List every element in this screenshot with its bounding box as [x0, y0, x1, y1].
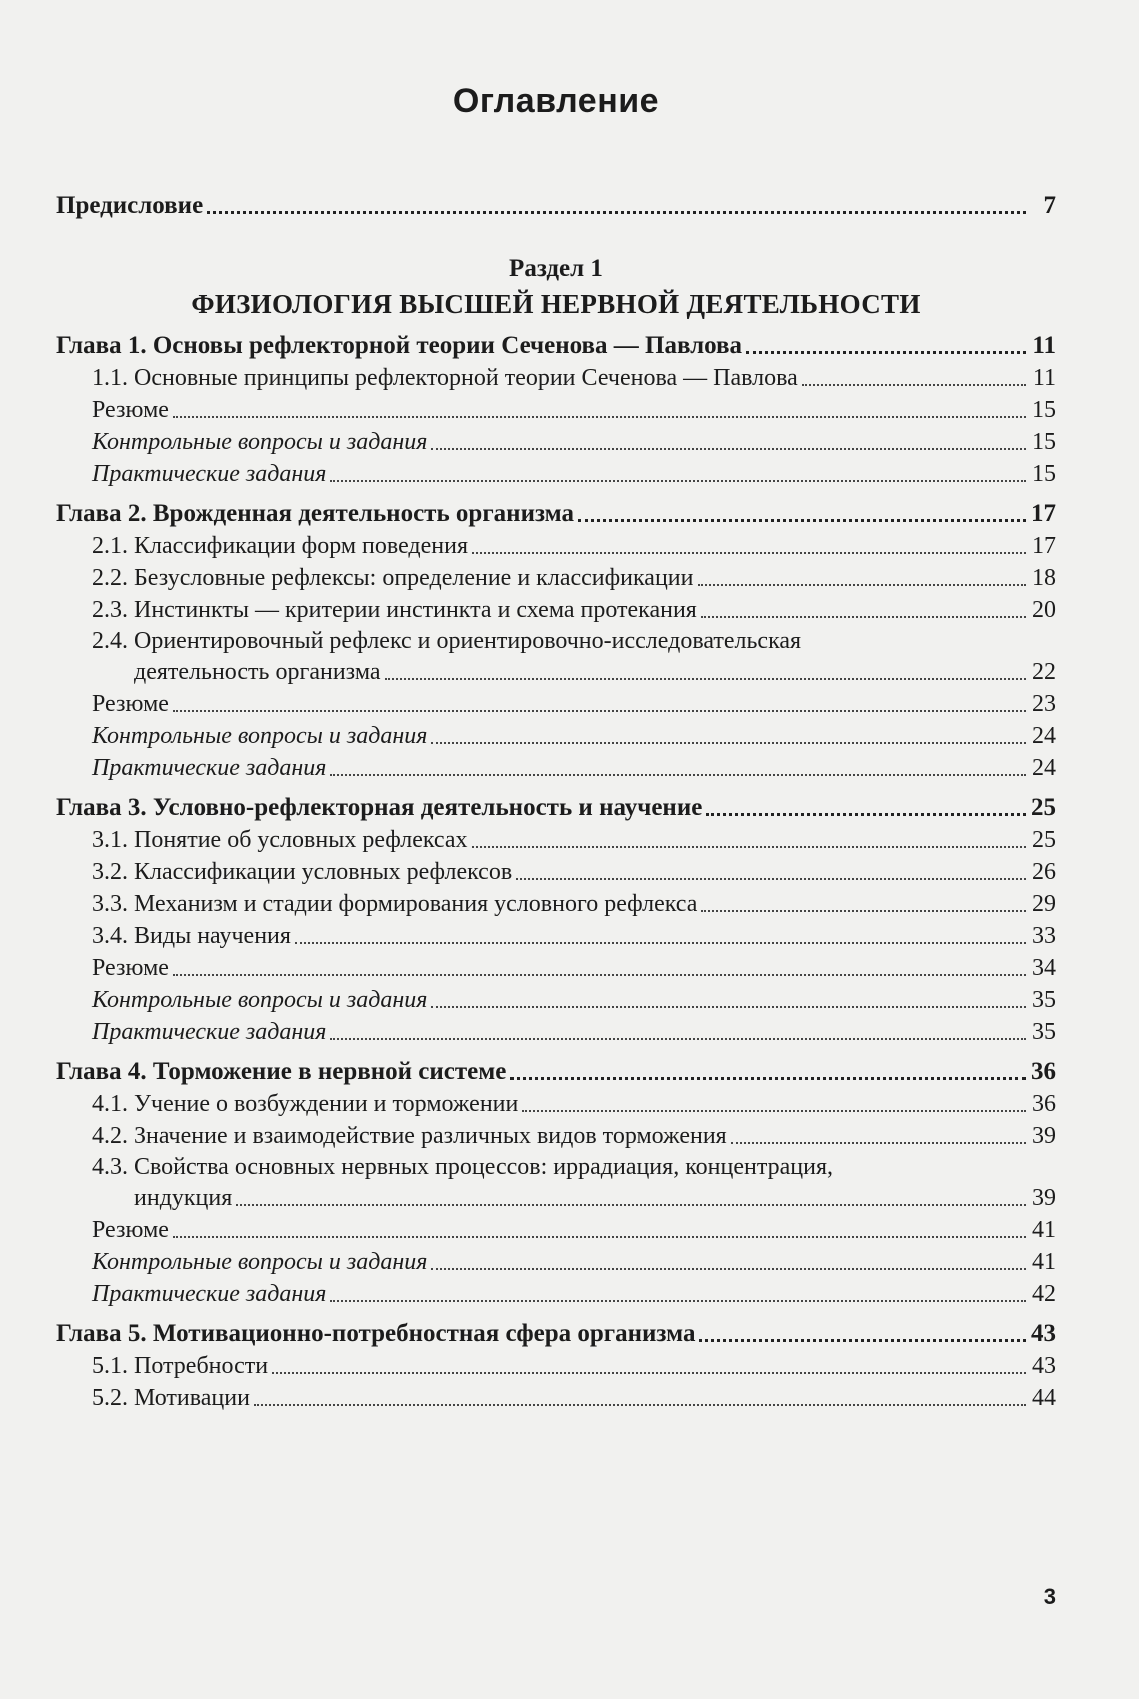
chapter-title: Глава 2. Врожденная деятельность организма	[56, 500, 575, 527]
toc-entry[interactable]	[56, 530, 1056, 562]
toc-entry-summary[interactable]	[56, 394, 1056, 426]
entry-title: 3.3. Механизм и стадии формирования условного рефлекса	[92, 891, 698, 917]
entry-page: 15	[1032, 461, 1056, 487]
entry-title: Практические задания	[92, 1281, 327, 1307]
entry-title: Контрольные вопросы и задания	[92, 723, 428, 749]
dot-leader	[207, 211, 1026, 214]
chapter-title: Глава 4. Торможение в нервной системе	[56, 1058, 507, 1085]
entry-page: 43	[1032, 1353, 1056, 1379]
chapter-title: Глава 1. Основы рефлекторной теории Сеченова — Павлова	[56, 332, 743, 359]
entry-page: 25	[1032, 827, 1056, 853]
toc-entry-summary[interactable]	[56, 952, 1056, 984]
dot-leader	[272, 1372, 1026, 1374]
dot-leader	[472, 552, 1026, 554]
chapter-page: 25	[1031, 794, 1056, 821]
section-number: Раздел 1	[509, 255, 603, 282]
dot-leader	[731, 1142, 1026, 1144]
entry-title: 4.2. Значение и взаимодействие различных видов торможения	[92, 1123, 727, 1149]
toc-entry[interactable]	[56, 920, 1056, 952]
entry-title: Предисловие	[56, 192, 204, 219]
chapter-page: 43	[1031, 1320, 1056, 1347]
entry-title: 2.3. Инстинкты — критерии инстинкта и схема протекания	[92, 597, 697, 623]
toc-page	[56, 0, 1056, 1699]
dot-leader	[173, 1236, 1026, 1238]
entry-title: Контрольные вопросы и задания	[92, 1249, 428, 1275]
dot-leader	[173, 416, 1026, 418]
toc-entry[interactable]	[56, 824, 1056, 856]
dot-leader	[173, 974, 1026, 976]
dot-leader	[516, 878, 1026, 880]
dot-leader	[330, 774, 1026, 776]
entry-title: Практические задания	[92, 755, 327, 781]
entry-title: Резюме	[92, 1217, 169, 1243]
entry-page: 20	[1032, 597, 1056, 623]
dot-leader	[510, 1077, 1026, 1080]
section-name: ФИЗИОЛОГИЯ ВЫСШЕЙ НЕРВНОЙ ДЕЯТЕЛЬНОСТИ	[191, 289, 921, 319]
entry-page: 15	[1032, 429, 1056, 455]
entry-page: 11	[1032, 365, 1056, 391]
dot-leader	[472, 846, 1026, 848]
entry-title: 2.1. Классификации форм поведения	[92, 533, 468, 559]
toc-entry[interactable]	[56, 1120, 1056, 1152]
dot-leader	[431, 1006, 1026, 1008]
entry-page: 22	[1032, 659, 1056, 685]
toc-entry-continuation[interactable]	[56, 656, 1056, 688]
entry-page: 29	[1032, 891, 1056, 917]
toc-entry-line[interactable]: 2.4. Ориентировочный рефлекс и ориентировочно-исследовательская	[92, 628, 802, 654]
dot-leader	[706, 813, 1026, 816]
toc-entry-review-questions[interactable]	[56, 720, 1056, 752]
toc-entry-continuation[interactable]	[56, 1182, 1056, 1214]
section-heading	[56, 252, 1056, 322]
dot-leader	[330, 480, 1026, 482]
toc-entry[interactable]	[56, 594, 1056, 626]
entry-page: 24	[1032, 723, 1056, 749]
dot-leader	[699, 1339, 1026, 1342]
dot-leader	[254, 1404, 1026, 1406]
entry-page: 39	[1032, 1185, 1056, 1211]
dot-leader	[431, 1268, 1026, 1270]
toc-entry-summary[interactable]	[56, 1214, 1056, 1246]
toc-entry-preface[interactable]	[56, 190, 1056, 222]
entry-title: Резюме	[92, 691, 169, 717]
toc-entry-line[interactable]: 4.3. Свойства основных нервных процессов: иррадиация, концентрация,	[92, 1154, 833, 1180]
dot-leader	[746, 351, 1026, 354]
chapter-page: 11	[1032, 332, 1056, 359]
entry-page: 39	[1032, 1123, 1056, 1149]
toc-entry-practical-tasks[interactable]	[56, 458, 1056, 490]
entry-page: 41	[1032, 1249, 1056, 1275]
dot-leader	[431, 742, 1026, 744]
toc-entry[interactable]	[56, 1088, 1056, 1120]
chapter-page: 36	[1031, 1058, 1056, 1085]
dot-leader	[330, 1038, 1026, 1040]
toc-entries	[56, 190, 1056, 1414]
entry-page: 18	[1032, 565, 1056, 591]
dot-leader	[698, 584, 1027, 586]
toc-entry-review-questions[interactable]	[56, 426, 1056, 458]
chapter-title: Глава 3. Условно-рефлекторная деятельность и научение	[56, 794, 703, 821]
entry-title: 5.1. Потребности	[92, 1353, 269, 1379]
entry-page: 17	[1032, 533, 1056, 559]
entry-page: 7	[1043, 192, 1056, 219]
dot-leader	[173, 710, 1026, 712]
toc-entry[interactable]	[56, 856, 1056, 888]
entry-page: 41	[1032, 1217, 1056, 1243]
toc-title: Оглавление	[452, 82, 660, 120]
toc-chapter[interactable]	[56, 1056, 1056, 1088]
toc-entry-practical-tasks[interactable]	[56, 1278, 1056, 1310]
entry-title: 3.1. Понятие об условных рефлексах	[92, 827, 468, 853]
dot-leader	[295, 942, 1026, 944]
chapter-page: 17	[1031, 500, 1056, 527]
entry-page: 42	[1032, 1281, 1056, 1307]
toc-entry-review-questions[interactable]	[56, 1246, 1056, 1278]
toc-chapter[interactable]	[56, 792, 1056, 824]
entry-title: Резюме	[92, 397, 169, 423]
entry-title: Контрольные вопросы и задания	[92, 429, 428, 455]
dot-leader	[236, 1204, 1026, 1206]
entry-title: индукция	[134, 1185, 233, 1211]
toc-chapter[interactable]	[56, 1318, 1056, 1350]
entry-page: 44	[1032, 1385, 1056, 1411]
toc-entry-summary[interactable]	[56, 688, 1056, 720]
dot-leader	[330, 1300, 1026, 1302]
entry-title: 4.1. Учение о возбуждении и торможении	[92, 1091, 519, 1117]
entry-page: 33	[1032, 923, 1056, 949]
entry-page: 35	[1032, 987, 1056, 1013]
entry-title: 3.4. Виды научения	[92, 923, 291, 949]
dot-leader	[385, 678, 1027, 680]
toc-entry-practical-tasks[interactable]	[56, 1016, 1056, 1048]
entry-title: 3.2. Классификации условных рефлексов	[92, 859, 513, 885]
entry-page: 34	[1032, 955, 1056, 981]
chapter-title: Глава 5. Мотивационно-потребностная сфера организма	[56, 1320, 696, 1347]
entry-title: 2.2. Безусловные рефлексы: определение и классификации	[92, 565, 694, 591]
dot-leader	[701, 616, 1026, 618]
toc-chapter[interactable]	[56, 330, 1056, 362]
entry-page: 23	[1032, 691, 1056, 717]
dot-leader	[431, 448, 1026, 450]
entry-title: Практические задания	[92, 1019, 327, 1045]
toc-entry-review-questions[interactable]	[56, 984, 1056, 1016]
entry-title: Резюме	[92, 955, 169, 981]
toc-chapter[interactable]	[56, 498, 1056, 530]
entry-page: 26	[1032, 859, 1056, 885]
dot-leader	[578, 519, 1026, 522]
entry-title: Практические задания	[92, 461, 327, 487]
entry-title: деятельность организма	[134, 659, 381, 685]
entry-title: 1.1. Основные принципы рефлекторной теории Сеченова — Павлова	[92, 365, 798, 391]
entry-title: Контрольные вопросы и задания	[92, 987, 428, 1013]
toc-entry-practical-tasks[interactable]	[56, 752, 1056, 784]
dot-leader	[802, 384, 1026, 386]
dot-leader	[522, 1110, 1026, 1112]
toc-entry[interactable]	[56, 1350, 1056, 1382]
entry-title: 5.2. Мотивации	[92, 1385, 250, 1411]
entry-page: 24	[1032, 755, 1056, 781]
entry-page: 15	[1032, 397, 1056, 423]
toc-entry[interactable]	[56, 1382, 1056, 1414]
page-number: 3	[1043, 1584, 1056, 1609]
toc-entry[interactable]	[56, 362, 1056, 394]
toc-entry[interactable]	[56, 888, 1056, 920]
dot-leader	[701, 910, 1026, 912]
entry-page: 35	[1032, 1019, 1056, 1045]
entry-page: 36	[1032, 1091, 1056, 1117]
toc-entry[interactable]	[56, 562, 1056, 594]
